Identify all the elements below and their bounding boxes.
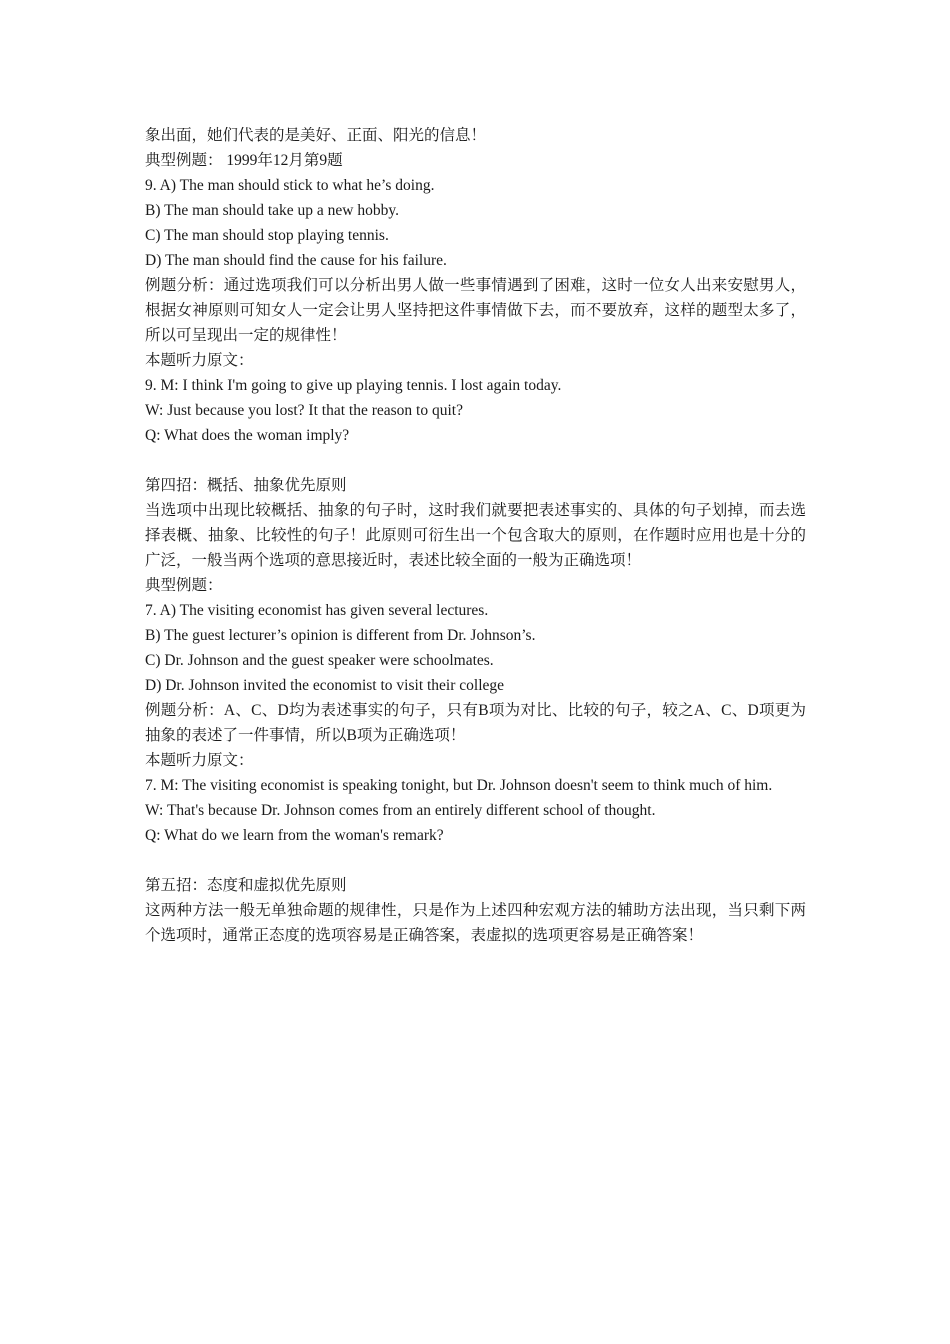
option-b: B) The guest lecturer’s opinion is different from Dr. Johnson’s. bbox=[145, 627, 536, 644]
document-body bbox=[145, 123, 806, 948]
transcript-line: W: Just because you lost? It that the reason to quit? bbox=[145, 402, 463, 419]
option-a: 9. A) The man should stick to what he’s doing. bbox=[145, 177, 435, 194]
transcript-question: Q: What does the woman imply? bbox=[145, 427, 350, 444]
option-c: C) Dr. Johnson and the guest speaker were schoolmates. bbox=[145, 652, 494, 669]
transcript-line: 7. M: The visiting economist is speaking tonight, but Dr. Johnson doesn't seem to think much of him. bbox=[145, 777, 773, 794]
section-paragraph: 这两种方法一般无单独命题的规律性，只是作为上述四种宏观方法的辅助方法出现，当只剩下两个选项时，通常正态度的选项容易是正确答案，表虚拟的选项更容易是正确答案！ bbox=[145, 902, 806, 944]
transcript-heading: 本题听力原文： bbox=[145, 352, 254, 369]
transcript-heading: 本题听力原文： bbox=[145, 752, 254, 769]
example-analysis: 例题分析：通过选项我们可以分析出男人做一些事情遇到了困难，这时一位女人出来安慰男人，根据女神原则可知女人一定会让男人坚持把这件事情做下去，而不要放弃，这样的题型太多了，所以可呈现出一定的规律性！ bbox=[145, 277, 806, 344]
section-paragraph: 当选项中出现比较概括、抽象的句子时，这时我们就要把表述事实的、具体的句子划掉，而去选择表概、抽象、比较性的句子！此原则可衍生出一个包含取大的原则，在作题时应用也是十分的广泛，一般当两个选项的意思接近时，表述比较全面的一般为正确选项！ bbox=[145, 502, 806, 569]
option-d: D) The man should find the cause for his failure. bbox=[145, 252, 447, 269]
example-heading: 典型例题： 1999年12月第9题 bbox=[145, 152, 343, 169]
option-c: C) The man should stop playing tennis. bbox=[145, 227, 389, 244]
paragraph-line: 象出面，她们代表的是美好、正面、阳光的信息！ bbox=[145, 127, 487, 144]
option-a: 7. A) The visiting economist has given several lectures. bbox=[145, 602, 489, 619]
transcript-question: Q: What do we learn from the woman's remark? bbox=[145, 827, 444, 844]
section-heading: 第五招：态度和虚拟优先原则 bbox=[145, 877, 347, 894]
blank-line bbox=[145, 848, 806, 873]
blank-line bbox=[145, 448, 806, 473]
transcript-line: W: That's because Dr. Johnson comes from an entirely different school of thought. bbox=[145, 802, 656, 819]
example-analysis: 例题分析：A、C、D均为表述事实的句子，只有B项为对比、比较的句子，较之A、C、D项更为抽象的表述了一件事情，所以B项为正确选项！ bbox=[145, 702, 806, 744]
option-b: B) The man should take up a new hobby. bbox=[145, 202, 399, 219]
option-d: D) Dr. Johnson invited the economist to visit their college bbox=[145, 677, 505, 694]
example-heading: 典型例题： bbox=[145, 577, 223, 594]
section-heading: 第四招：概括、抽象优先原则 bbox=[145, 477, 347, 494]
transcript-line: 9. M: I think I'm going to give up playing tennis. I lost again today. bbox=[145, 377, 562, 394]
